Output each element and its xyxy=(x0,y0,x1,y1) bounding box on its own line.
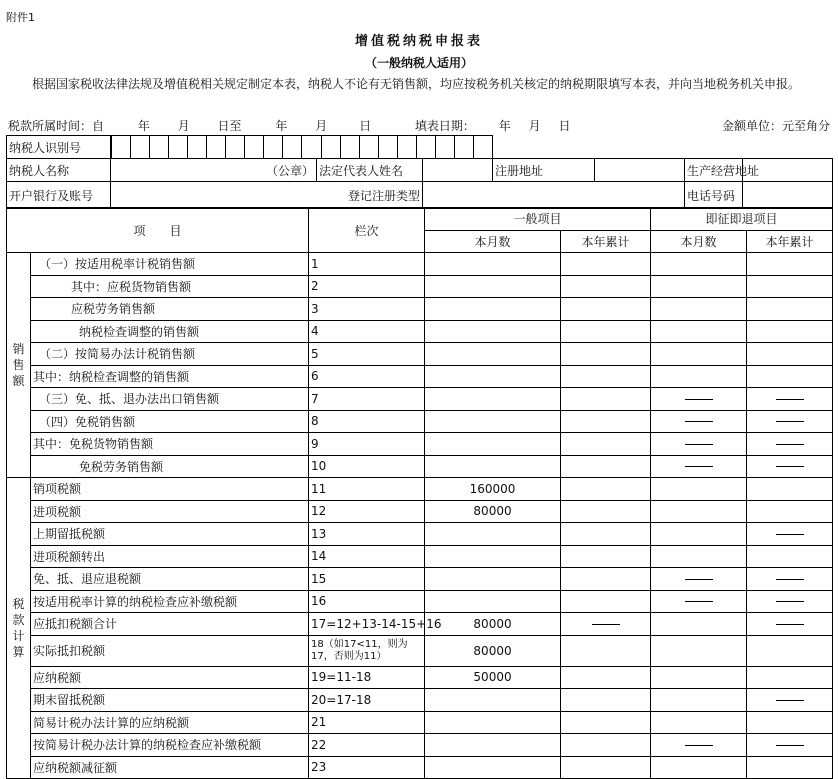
row-column-number: 9 xyxy=(309,433,425,456)
bank-account-field[interactable] xyxy=(111,182,423,209)
biz-address-label: 生产经营地址 xyxy=(685,159,743,182)
header-item: 项 目 xyxy=(7,208,309,253)
group-tax-calc: 税 款 计 算 xyxy=(7,478,31,779)
taxpayer-id-cells[interactable] xyxy=(111,136,493,159)
table-row xyxy=(7,410,833,433)
row-label: 应纳税额 xyxy=(31,666,309,689)
period-month: 月 xyxy=(177,119,190,133)
row-label: 应纳税额减征额 xyxy=(31,756,309,779)
bank-account-label: 开户银行及账号 xyxy=(7,182,111,209)
general-month-cell[interactable] xyxy=(425,433,561,456)
row-column-number: 5 xyxy=(309,343,425,366)
row-label: 简易计税办法计算的应纳税额 xyxy=(31,711,309,734)
general-year-cell[interactable] xyxy=(561,635,651,666)
not-applicable-mark xyxy=(776,399,804,400)
table-row xyxy=(7,545,833,568)
row-label: （四）免税销售额 xyxy=(31,410,309,433)
row-column-number: 2 xyxy=(309,275,425,298)
row-column-number: 1 xyxy=(309,253,425,276)
period-year2: 年 xyxy=(275,119,288,133)
period-month2: 月 xyxy=(315,119,328,133)
seal-label: （公章） xyxy=(265,163,314,178)
tax-period-line xyxy=(8,117,570,134)
table-row xyxy=(7,734,833,757)
refund-year-cell[interactable] xyxy=(747,568,833,591)
row-column-number: 13 xyxy=(309,523,425,546)
row-column-number: 17=12+13-14-15+16 xyxy=(309,613,425,636)
row-label: 其中：纳税检查调整的销售额 xyxy=(31,365,309,388)
refund-year-cell[interactable] xyxy=(747,320,833,343)
refund-year-cell[interactable] xyxy=(747,689,833,712)
row-label: （三）免、抵、退办法出口销售额 xyxy=(31,388,309,411)
header-refund-month: 本月数 xyxy=(651,230,747,253)
refund-month-cell[interactable] xyxy=(651,545,747,568)
header-general: 一般项目 xyxy=(425,208,651,231)
legal-rep-field[interactable] xyxy=(423,159,493,182)
general-year-cell[interactable] xyxy=(561,689,651,712)
table-row xyxy=(7,455,833,478)
refund-month-cell[interactable] xyxy=(651,635,747,666)
row-column-number: 21 xyxy=(309,711,425,734)
refund-month-cell[interactable] xyxy=(651,388,747,411)
refund-year-cell[interactable] xyxy=(747,410,833,433)
row-column-number: 4 xyxy=(309,320,425,343)
row-label: （一）按适用税率计税销售额 xyxy=(31,253,309,276)
taxpayer-info-table xyxy=(6,135,833,209)
general-month-cell[interactable] xyxy=(425,711,561,734)
row-label: 应抵扣税额合计 xyxy=(31,613,309,636)
general-month-cell[interactable] xyxy=(425,455,561,478)
refund-month-cell[interactable] xyxy=(651,523,747,546)
table-row xyxy=(7,275,833,298)
general-month-cell[interactable] xyxy=(425,568,561,591)
not-applicable-mark xyxy=(685,399,713,400)
refund-year-cell[interactable] xyxy=(747,500,833,523)
table-row xyxy=(7,689,833,712)
header-column: 栏次 xyxy=(309,208,425,253)
general-year-cell[interactable] xyxy=(561,298,651,321)
general-month-cell[interactable] xyxy=(425,320,561,343)
row-column-number: 22 xyxy=(309,734,425,757)
header-general-month: 本月数 xyxy=(425,230,561,253)
refund-year-cell[interactable] xyxy=(747,433,833,456)
row-label: 销项税额 xyxy=(31,478,309,501)
reg-type-field[interactable] xyxy=(423,182,685,209)
not-applicable-mark xyxy=(776,579,804,580)
not-applicable-mark xyxy=(776,466,804,467)
refund-month-cell[interactable] xyxy=(651,711,747,734)
general-month-cell[interactable] xyxy=(425,343,561,366)
general-year-cell[interactable] xyxy=(561,590,651,613)
general-year-cell[interactable] xyxy=(561,455,651,478)
refund-year-cell[interactable] xyxy=(747,666,833,689)
general-month-cell[interactable] xyxy=(425,388,561,411)
row-label: （二）按简易办法计税销售额 xyxy=(31,343,309,366)
refund-year-cell[interactable] xyxy=(747,298,833,321)
row-label: 其中：免税货物销售额 xyxy=(31,433,309,456)
refund-month-cell[interactable] xyxy=(651,666,747,689)
general-year-cell[interactable] xyxy=(561,275,651,298)
general-year-cell[interactable] xyxy=(561,253,651,276)
period-label: 税款所属时间：自 xyxy=(8,119,105,133)
refund-year-cell[interactable] xyxy=(747,756,833,779)
general-year-cell[interactable] xyxy=(561,500,651,523)
table-row xyxy=(7,253,833,276)
row-column-number: 14 xyxy=(309,545,425,568)
row-column-number: 16 xyxy=(309,590,425,613)
refund-year-cell[interactable] xyxy=(747,613,833,636)
refund-year-cell[interactable] xyxy=(747,275,833,298)
fill-year: 年 xyxy=(498,119,511,133)
general-year-cell[interactable] xyxy=(561,320,651,343)
general-month-cell[interactable] xyxy=(425,756,561,779)
fill-date-label: 填表日期： xyxy=(414,119,475,133)
refund-month-cell[interactable] xyxy=(651,253,747,276)
refund-year-cell[interactable] xyxy=(747,365,833,388)
general-month-cell[interactable] xyxy=(425,689,561,712)
general-year-cell[interactable] xyxy=(561,388,651,411)
taxpayer-name-field[interactable] xyxy=(111,159,317,182)
row-label: 纳税检查调整的销售额 xyxy=(31,320,309,343)
row-column-number: 8 xyxy=(309,410,425,433)
general-year-cell[interactable] xyxy=(561,433,651,456)
row-column-number: 20=17-18 xyxy=(309,689,425,712)
refund-year-cell[interactable] xyxy=(747,388,833,411)
row-label: 实际抵扣税额 xyxy=(31,635,309,666)
refund-month-cell[interactable] xyxy=(651,613,747,636)
general-month-cell[interactable]: 160000 xyxy=(425,478,561,501)
row-column-number: 15 xyxy=(309,568,425,591)
header-general-year: 本年累计 xyxy=(561,230,651,253)
general-year-cell[interactable] xyxy=(561,478,651,501)
phone-field[interactable] xyxy=(743,182,833,209)
row-label: 应税劳务销售额 xyxy=(31,298,309,321)
refund-year-cell[interactable] xyxy=(747,478,833,501)
period-year: 年 xyxy=(137,119,150,133)
general-year-cell[interactable] xyxy=(561,666,651,689)
row-column-number: 19=11-18 xyxy=(309,666,425,689)
table-row xyxy=(7,478,833,501)
taxpayer-name-label: 纳税人名称 xyxy=(7,159,111,182)
table-row xyxy=(7,365,833,388)
refund-year-cell[interactable] xyxy=(747,635,833,666)
table-row xyxy=(7,343,833,366)
refund-month-cell[interactable] xyxy=(651,455,747,478)
fill-month: 月 xyxy=(528,119,541,133)
not-applicable-mark xyxy=(776,534,804,535)
header-refund: 即征即退项目 xyxy=(651,208,833,231)
not-applicable-mark xyxy=(685,444,713,445)
refund-month-cell[interactable] xyxy=(651,320,747,343)
not-applicable-mark xyxy=(685,601,713,602)
general-month-cell[interactable]: 80000 xyxy=(425,613,561,636)
row-label: 进项税额转出 xyxy=(31,545,309,568)
table-row xyxy=(7,635,833,666)
reg-address-label: 注册地址 xyxy=(493,159,595,182)
refund-month-cell[interactable] xyxy=(651,568,747,591)
row-label: 免税劳务销售额 xyxy=(31,455,309,478)
legal-rep-label: 法定代表人姓名 xyxy=(317,159,423,182)
refund-month-cell[interactable] xyxy=(651,433,747,456)
general-month-cell[interactable] xyxy=(425,410,561,433)
general-year-cell[interactable] xyxy=(561,410,651,433)
general-month-cell[interactable] xyxy=(425,734,561,757)
general-month-cell[interactable] xyxy=(425,523,561,546)
refund-year-cell[interactable] xyxy=(747,590,833,613)
refund-year-cell[interactable] xyxy=(747,523,833,546)
amount-unit: 金额单位：元至角分 xyxy=(721,119,830,133)
general-month-cell[interactable]: 80000 xyxy=(425,635,561,666)
refund-month-cell[interactable] xyxy=(651,365,747,388)
row-label: 按适用税率计算的纳税检查应补缴税额 xyxy=(31,590,309,613)
row-column-number: 3 xyxy=(309,298,425,321)
table-row xyxy=(7,590,833,613)
refund-month-cell[interactable] xyxy=(651,343,747,366)
not-applicable-mark xyxy=(776,745,804,746)
refund-year-cell[interactable] xyxy=(747,455,833,478)
general-month-cell[interactable]: 50000 xyxy=(425,666,561,689)
not-applicable-mark xyxy=(685,579,713,580)
period-day2: 日 xyxy=(359,119,372,133)
group-sales: 销 售 额 xyxy=(7,253,31,478)
general-year-cell[interactable] xyxy=(561,343,651,366)
not-applicable-mark xyxy=(685,466,713,467)
refund-month-cell[interactable] xyxy=(651,410,747,433)
refund-year-cell[interactable] xyxy=(747,545,833,568)
general-year-cell[interactable] xyxy=(561,545,651,568)
table-row xyxy=(7,298,833,321)
row-column-number: 10 xyxy=(309,455,425,478)
table-row xyxy=(7,500,833,523)
form-intro: 根据国家税收法律法规及增值税相关规定制定本表，纳税人不论有无销售额，均应按税务机关核定的纳税期限填写本表，并向当地税务机关申报。 xyxy=(32,77,801,91)
row-column-number: 7 xyxy=(309,388,425,411)
header-refund-year: 本年累计 xyxy=(747,230,833,253)
table-row xyxy=(7,711,833,734)
row-column-number: 23 xyxy=(309,756,425,779)
refund-month-cell[interactable] xyxy=(651,756,747,779)
not-applicable-mark xyxy=(776,421,804,422)
table-row xyxy=(7,568,833,591)
period-day-to: 日至 xyxy=(217,119,242,133)
general-month-cell[interactable] xyxy=(425,298,561,321)
row-label: 免、抵、退应退税额 xyxy=(31,568,309,591)
general-year-cell[interactable] xyxy=(561,711,651,734)
table-row xyxy=(7,388,833,411)
refund-year-cell[interactable] xyxy=(747,253,833,276)
not-applicable-mark xyxy=(685,745,713,746)
row-label: 期末留抵税额 xyxy=(31,689,309,712)
refund-month-cell[interactable] xyxy=(651,734,747,757)
refund-month-cell[interactable] xyxy=(651,478,747,501)
row-column-number: 12 xyxy=(309,500,425,523)
general-year-cell[interactable] xyxy=(561,365,651,388)
phone-label: 电话号码 xyxy=(685,182,743,209)
general-year-cell[interactable] xyxy=(561,734,651,757)
table-row xyxy=(7,433,833,456)
row-column-number: 11 xyxy=(309,478,425,501)
general-year-cell[interactable] xyxy=(561,523,651,546)
not-applicable-mark xyxy=(776,700,804,701)
general-year-cell[interactable] xyxy=(561,756,651,779)
form-title: 增值税纳税申报表 xyxy=(354,34,483,49)
row-label: 其中：应税货物销售额 xyxy=(31,275,309,298)
refund-year-cell[interactable] xyxy=(747,734,833,757)
refund-month-cell[interactable] xyxy=(651,590,747,613)
attachment-label: 附件1 xyxy=(6,11,35,24)
row-column-number: 6 xyxy=(309,365,425,388)
not-applicable-mark xyxy=(685,421,713,422)
not-applicable-mark xyxy=(776,444,804,445)
table-row xyxy=(7,666,833,689)
row-label: 进项税额 xyxy=(31,500,309,523)
form-subtitle: （一般纳税人适用） xyxy=(364,56,473,70)
general-month-cell[interactable] xyxy=(425,365,561,388)
general-year-cell[interactable] xyxy=(561,613,651,636)
reg-type-label: 登记注册类型 xyxy=(347,188,420,203)
table-row xyxy=(7,523,833,546)
not-applicable-mark xyxy=(776,624,804,625)
vat-declaration-table xyxy=(6,207,833,779)
not-applicable-mark xyxy=(592,624,620,625)
refund-year-cell[interactable] xyxy=(747,711,833,734)
row-label: 按简易计税办法计算的纳税检查应补缴税额 xyxy=(31,734,309,757)
refund-month-cell[interactable] xyxy=(651,275,747,298)
table-row xyxy=(7,320,833,343)
table-row xyxy=(7,756,833,779)
not-applicable-mark xyxy=(776,601,804,602)
general-month-cell[interactable]: 80000 xyxy=(425,500,561,523)
general-month-cell[interactable] xyxy=(425,590,561,613)
general-month-cell[interactable] xyxy=(425,253,561,276)
row-column-number: 18（如17<11，则为17，否则为11） xyxy=(309,635,425,666)
general-month-cell[interactable] xyxy=(425,545,561,568)
refund-month-cell[interactable] xyxy=(651,298,747,321)
fill-day: 日 xyxy=(558,119,571,133)
table-row xyxy=(7,613,833,636)
refund-year-cell[interactable] xyxy=(747,343,833,366)
general-month-cell[interactable] xyxy=(425,275,561,298)
row-label: 上期留抵税额 xyxy=(31,523,309,546)
refund-month-cell[interactable] xyxy=(651,500,747,523)
reg-address-field[interactable] xyxy=(595,159,685,182)
general-year-cell[interactable] xyxy=(561,568,651,591)
refund-month-cell[interactable] xyxy=(651,689,747,712)
taxpayer-id-label: 纳税人识别号 xyxy=(7,136,111,159)
